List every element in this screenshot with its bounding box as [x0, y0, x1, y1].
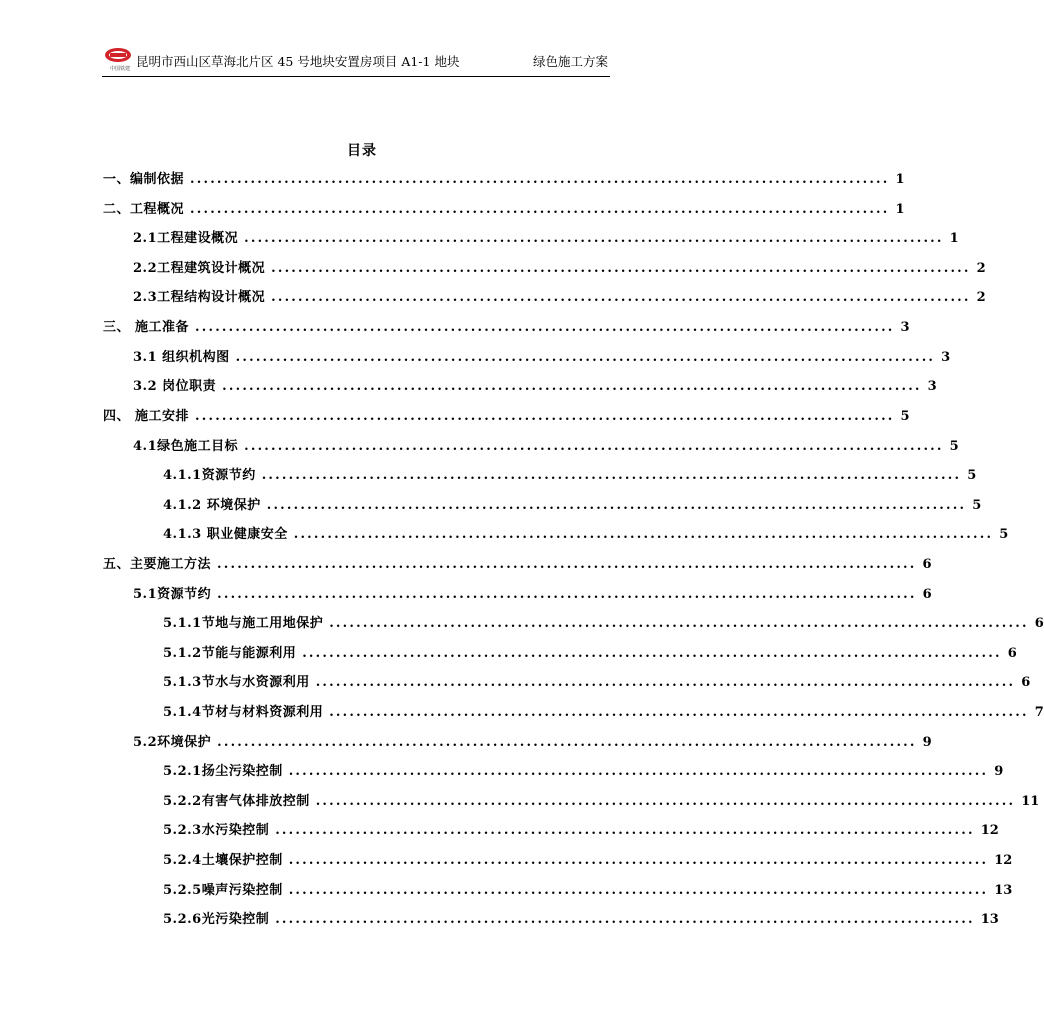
toc-entry-label: 5.2.3水污染控制 [163, 823, 270, 838]
toc-leader-dots: ........................................................................................................ [261, 468, 962, 483]
toc-entry-page: 3 [927, 379, 937, 394]
company-logo [104, 47, 132, 73]
header-project-title: 昆明市西山区草海北片区 45 号地块安置房项目 A1-1 地块 [136, 54, 460, 69]
toc-entry-page: 13 [994, 883, 1013, 898]
toc-leader-dots: ........................................................................................................ [190, 202, 890, 217]
toc-entry-label: 4.1.2 环境保护 [163, 498, 261, 513]
toc-entry-page: 7 [1034, 705, 1044, 720]
toc-entry-label: 5.2.2有害气体排放控制 [163, 794, 310, 809]
toc-entry[interactable] [133, 348, 951, 368]
toc-entry-page: 12 [994, 853, 1013, 868]
toc-leader-dots: ........................................................................................................ [302, 646, 1002, 661]
toc-entry-label: 3.1 组织机构图 [133, 350, 230, 365]
toc-entry[interactable] [103, 555, 932, 575]
toc-entry-label: 四、 施工安排 [103, 409, 190, 424]
toc-leader-dots: ........................................................................................................ [235, 350, 936, 365]
toc-leader-dots: ........................................................................................................ [315, 794, 1016, 809]
toc-entry-label: 5.1.4节材与材料资源利用 [163, 705, 324, 720]
toc-leader-dots: ........................................................................................................ [244, 231, 944, 246]
toc-leader-dots: ........................................................................................................ [275, 912, 975, 927]
toc-entry-page: 2 [976, 261, 986, 276]
toc-entry-label: 2.2工程建筑设计概况 [133, 261, 266, 276]
toc-leader-dots: ........................................................................................................ [244, 439, 944, 454]
toc-entry-page: 1 [895, 172, 905, 187]
toc-leader-dots: ........................................................................................................ [195, 409, 895, 424]
toc-entry[interactable] [163, 881, 1013, 901]
toc-entry-page: 12 [980, 823, 999, 838]
toc-leader-dots: ........................................................................................................ [288, 764, 989, 779]
toc-entry-label: 5.1.2节能与能源利用 [163, 646, 297, 661]
logo-text: 中国铁建 [109, 66, 130, 72]
toc-entry[interactable] [163, 703, 1044, 723]
toc-entry[interactable] [163, 525, 1009, 545]
toc-entry-label: 一、编制依据 [103, 172, 185, 187]
toc-entry[interactable] [133, 229, 959, 249]
toc-entry[interactable] [163, 851, 1013, 871]
toc-entry[interactable] [163, 910, 999, 930]
toc-entry-label: 4.1.1资源节约 [163, 468, 256, 483]
toc-entry-label: 5.2.1扬尘污染控制 [163, 764, 283, 779]
toc-entry-label: 3.2 岗位职责 [133, 379, 217, 394]
toc-entry-page: 1 [895, 202, 905, 217]
toc-entry-label: 2.1工程建设概况 [133, 231, 239, 246]
toc-entry-page: 6 [1034, 616, 1044, 631]
toc-entry-label: 5.2.6光污染控制 [163, 912, 270, 927]
toc-leader-dots: ........................................................................................................ [315, 675, 1016, 690]
toc-entry-label: 五、主要施工方法 [103, 557, 212, 572]
toc-entry-page: 9 [922, 735, 932, 750]
toc-entry[interactable] [103, 200, 905, 220]
toc-entry[interactable] [163, 614, 1044, 634]
toc-entry-page: 6 [1021, 675, 1031, 690]
toc-leader-dots: ........................................................................................................ [329, 705, 1029, 720]
toc-entry-label: 5.2.4土壤保护控制 [163, 853, 283, 868]
toc-entry-label: 5.1.1节地与施工用地保护 [163, 616, 324, 631]
toc-entry[interactable] [163, 792, 1040, 812]
toc-entry-page: 5 [972, 498, 982, 513]
toc-entry-page: 6 [922, 557, 932, 572]
toc-leader-dots: ........................................................................................................ [190, 172, 890, 187]
toc-entry-page: 11 [1021, 794, 1040, 809]
toc-leader-dots: ........................................................................................................ [271, 261, 971, 276]
toc-entry[interactable] [133, 585, 932, 605]
toc-entry-page: 1 [949, 231, 959, 246]
toc-entry-page: 3 [900, 320, 910, 335]
toc-leader-dots: ........................................................................................................ [195, 320, 895, 335]
toc-leader-dots: ........................................................................................................ [271, 290, 971, 305]
toc-entry[interactable] [133, 288, 986, 308]
toc-entry[interactable] [163, 673, 1031, 693]
toc-leader-dots: ........................................................................................................ [275, 823, 975, 838]
toc-entry[interactable] [163, 762, 1004, 782]
toc-leader-dots: ........................................................................................................ [329, 616, 1029, 631]
toc-entry-label: 5.1资源节约 [133, 587, 212, 602]
toc-entry-label: 三、 施工准备 [103, 320, 190, 335]
crcc-logo-icon [104, 47, 132, 65]
toc-entry[interactable] [103, 318, 910, 338]
toc-entry-label: 4.1.3 职业健康安全 [163, 527, 288, 542]
toc-leader-dots: ........................................................................................................ [288, 853, 989, 868]
toc-entry-page: 5 [999, 527, 1009, 542]
toc-entry-label: 5.2环境保护 [133, 735, 212, 750]
toc-entry-page: 5 [900, 409, 910, 424]
toc-title: 目录 [347, 143, 377, 159]
toc-entry-page: 6 [922, 587, 932, 602]
toc-entry-label: 2.3工程结构设计概况 [133, 290, 266, 305]
toc-entry-label: 二、工程概况 [103, 202, 185, 217]
toc-entry[interactable] [163, 496, 982, 516]
toc-entry[interactable] [133, 437, 959, 457]
toc-entry-page: 5 [949, 439, 959, 454]
toc-entry-page: 9 [994, 764, 1004, 779]
toc-entry-page: 6 [1007, 646, 1017, 661]
toc-leader-dots: ........................................................................................................ [222, 379, 922, 394]
toc-entry-label: 5.2.5噪声污染控制 [163, 883, 283, 898]
page-header [102, 42, 610, 77]
toc-leader-dots: ........................................................................................................ [293, 527, 994, 542]
toc-leader-dots: ........................................................................................................ [217, 587, 917, 602]
toc-entry[interactable] [163, 644, 1017, 664]
header-document-type: 绿色施工方案 [532, 54, 608, 69]
toc-leader-dots: ........................................................................................................ [217, 735, 917, 750]
toc-entry-page: 2 [976, 290, 986, 305]
toc-leader-dots: ........................................................................................................ [266, 498, 967, 513]
toc-entry[interactable] [133, 259, 986, 279]
toc-entry-label: 4.1绿色施工目标 [133, 439, 239, 454]
toc-entry-page: 5 [967, 468, 977, 483]
toc-leader-dots: ........................................................................................................ [217, 557, 917, 572]
toc-entry-page: 13 [980, 912, 999, 927]
toc-entry-page: 3 [941, 350, 951, 365]
toc-entry[interactable] [163, 821, 999, 841]
toc-entry-label: 5.1.3节水与水资源利用 [163, 675, 310, 690]
toc-entry[interactable] [103, 170, 905, 190]
toc-entry[interactable] [133, 733, 932, 753]
toc-leader-dots: ........................................................................................................ [288, 883, 989, 898]
toc-entry[interactable] [103, 407, 910, 427]
toc-entry[interactable] [163, 466, 977, 486]
toc-entry[interactable] [133, 377, 937, 397]
